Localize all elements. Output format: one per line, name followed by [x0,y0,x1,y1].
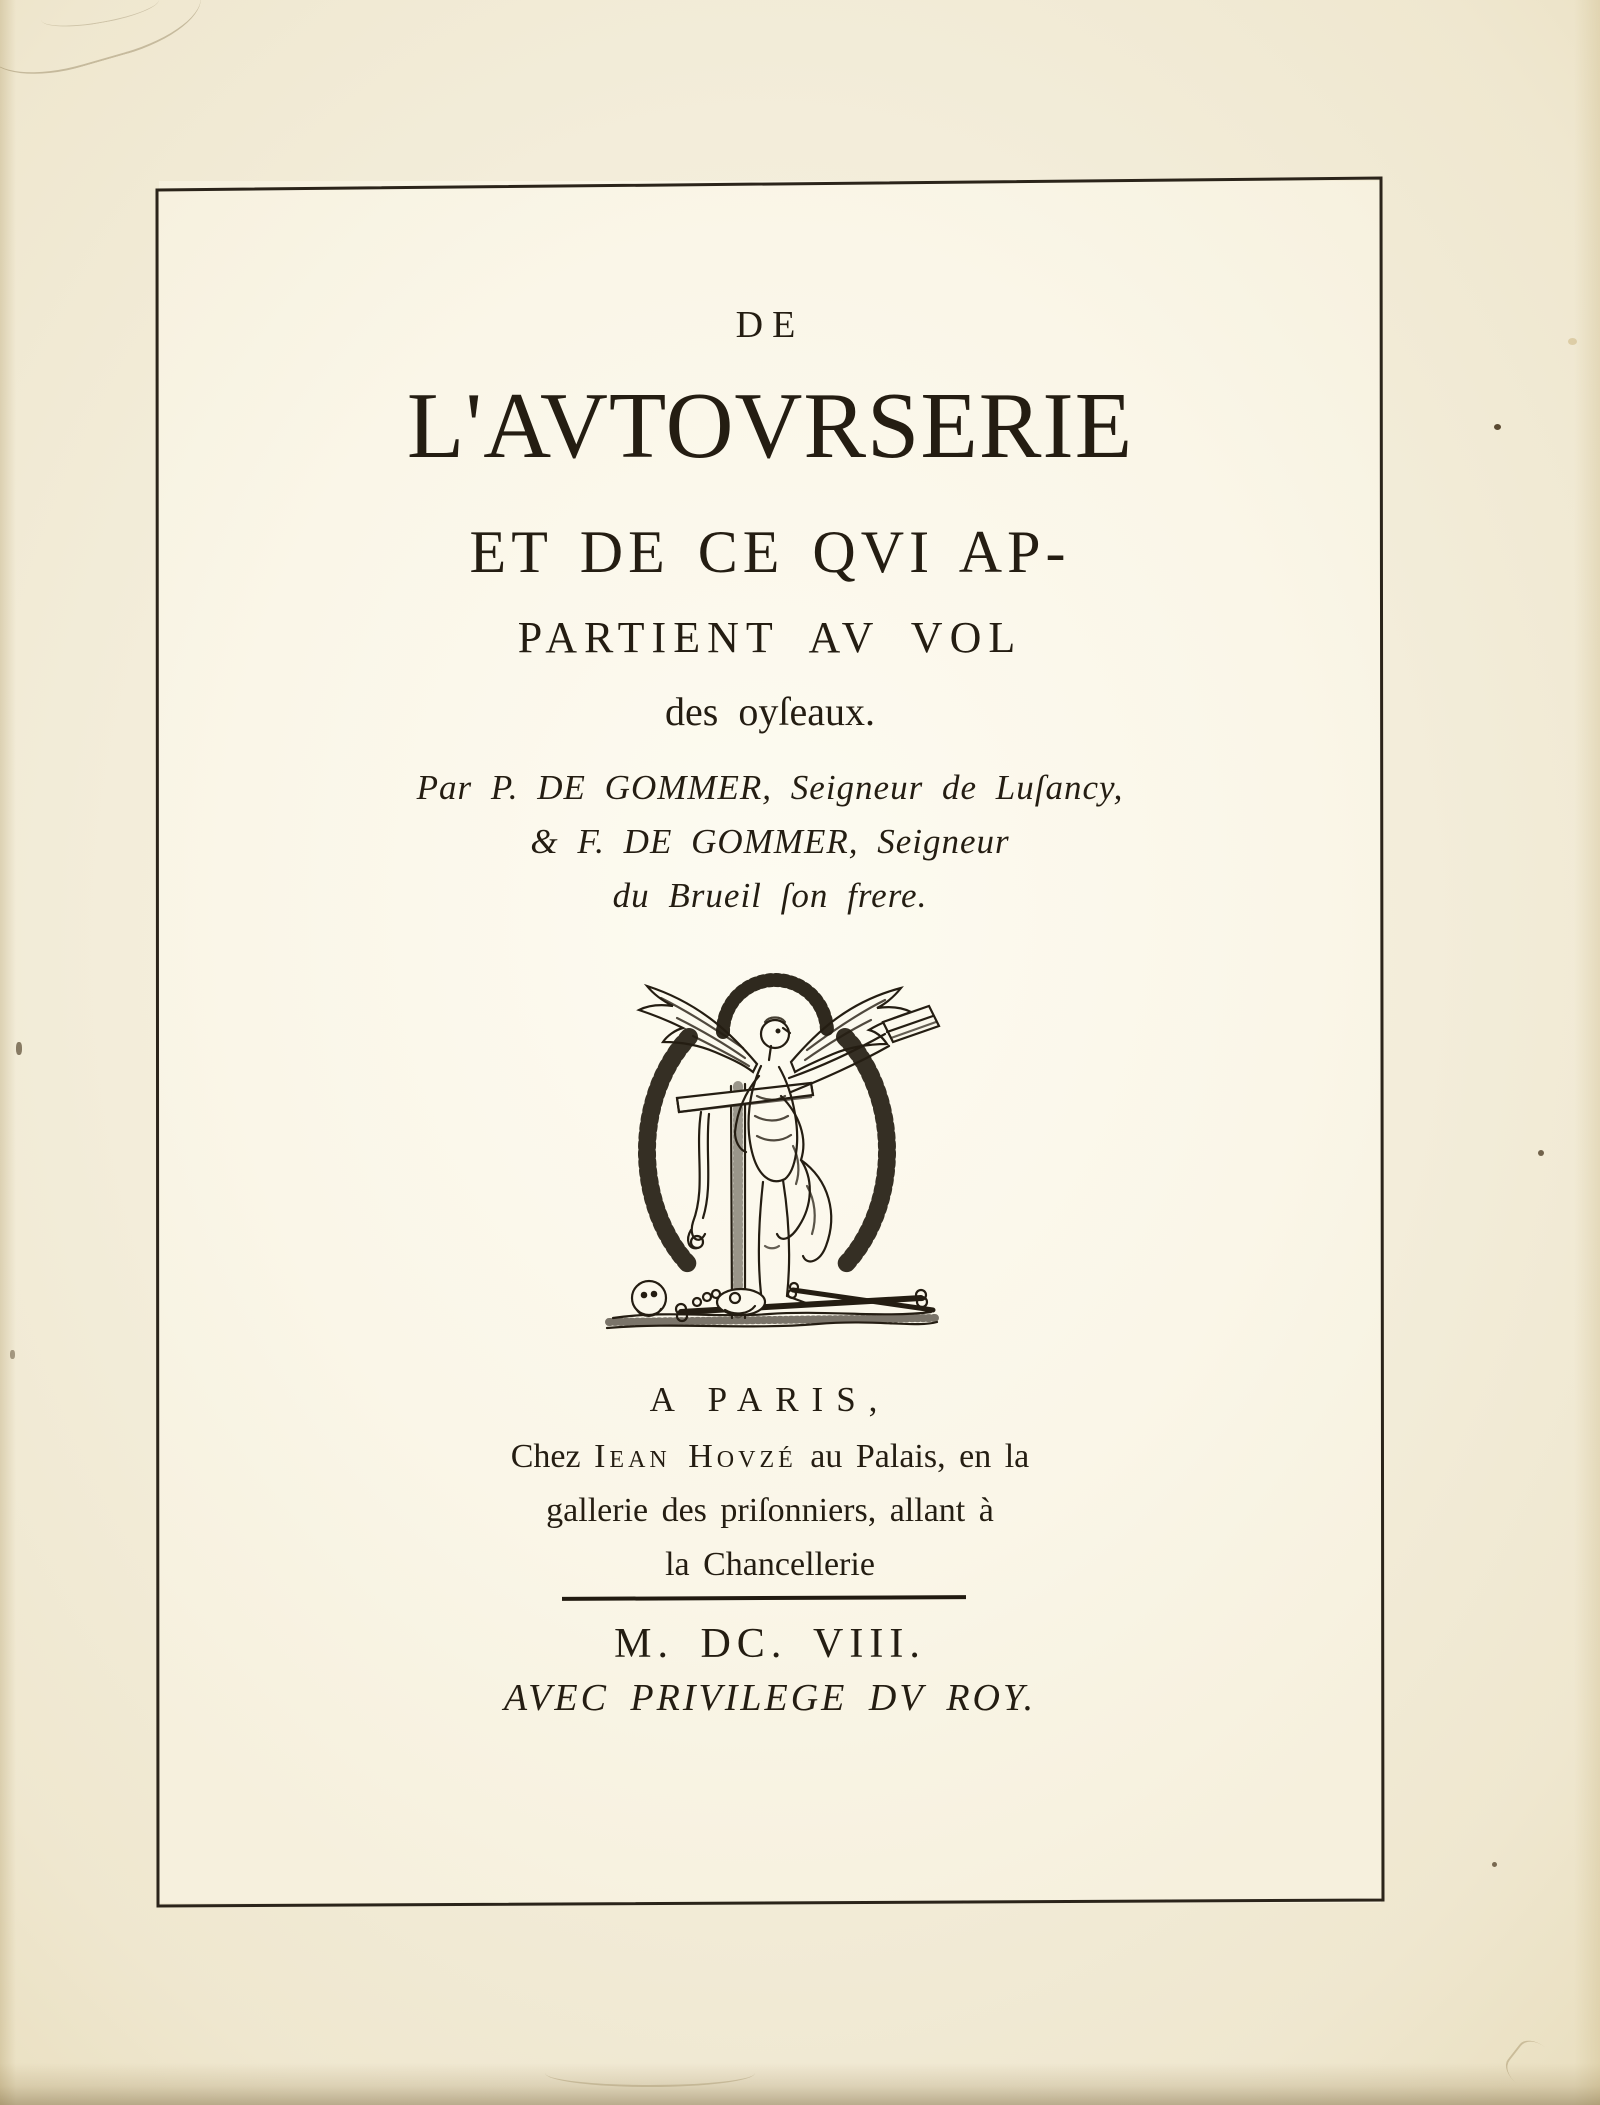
imprint-line-1-post: au Palais, en la [796,1438,1030,1475]
scan-crease [0,0,210,91]
imprint-city: A PARIS, [649,1380,891,1419]
foxing-spot [1568,338,1577,345]
imprint-date: M. DC. VIII. [614,1621,926,1667]
winged-figure-woodcut-icon [585,946,955,1338]
author-line-2: & F. DE GOMMER, Seigneur [530,822,1010,861]
scan-crease [39,0,162,33]
imprint-line-3: la Chancellerie [665,1546,875,1583]
left-edge-shade [0,0,16,2105]
author-line-3: du Brueil ſon frere. [612,876,928,915]
imprint-line-1-pre: Chez [510,1438,595,1475]
foxing-spot [1538,1150,1544,1156]
title-line-2: ET DE CE QVI AP- [469,519,1071,585]
paper-curl-line [545,2059,755,2087]
corner-fold [1499,2034,1584,2105]
imprint-line-1 [157,1438,1383,1476]
privilege-line: AVEC PRIVILEGE DV ROY. [503,1677,1037,1719]
foxing-spot [1492,1862,1497,1867]
author-line-1: Par P. DE GOMMER, Seigneur de Luſancy, [416,768,1124,807]
page-edge-shadow [0,2063,1600,2105]
subtitle-oyseaux: des oyſeaux. [665,689,875,734]
header-word: DE [735,304,805,346]
title-line-3: PARTIENT AV VOL [517,613,1023,662]
edge-chip [10,1350,15,1359]
right-edge-shade [1574,0,1600,2105]
imprint-line-2: gallerie des priſonniers, allant à [546,1492,994,1529]
main-title: L'AVTOVRSERIE [406,374,1134,478]
edge-chip [16,1042,22,1055]
publisher-name: Iean Hovzé [594,1438,797,1475]
foxing-spot [1494,424,1501,430]
